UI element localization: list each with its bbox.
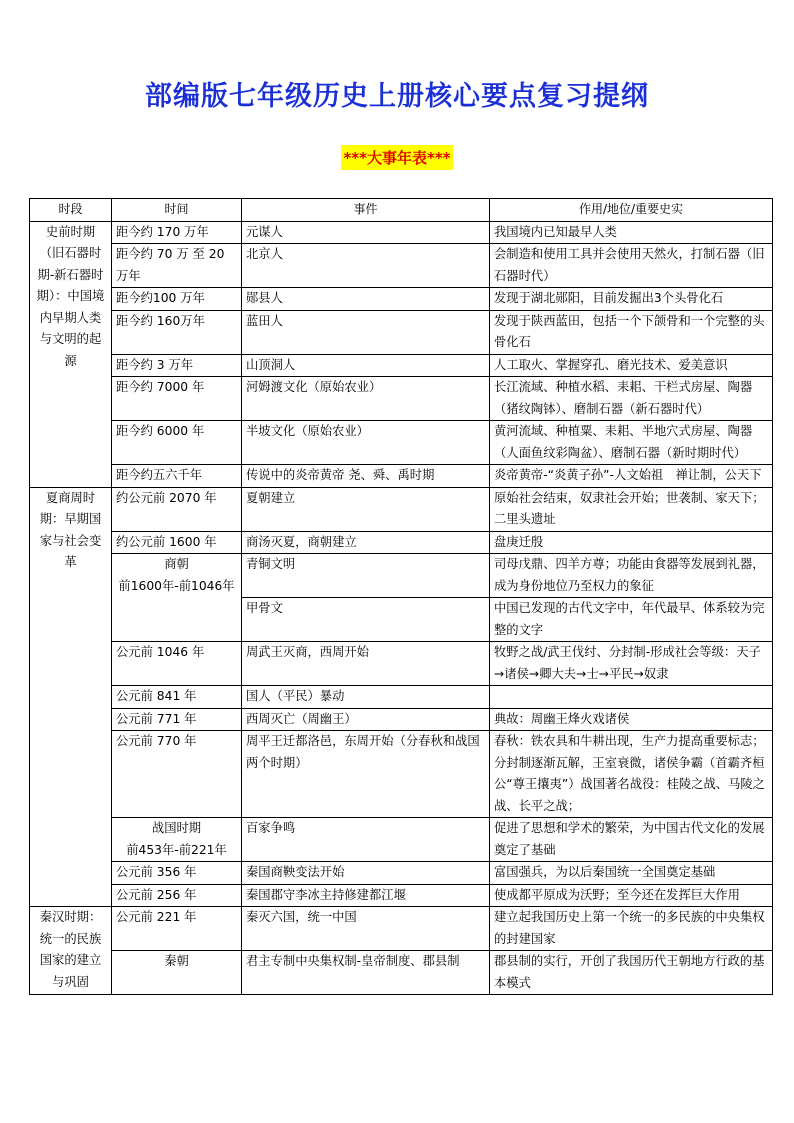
table-row [30, 310, 773, 354]
time-cell: 约公元前 1600 年 [112, 531, 242, 554]
period-cell: 史前时期（旧石器时期-新石器时期）：中国境内早期人类与文明的起源 [30, 221, 112, 487]
table-row [30, 951, 773, 995]
note-cell: 富国强兵，为以后秦国统一全国奠定基础 [490, 862, 773, 885]
time-cell [112, 818, 242, 862]
header-period: 时段 [30, 199, 112, 222]
event-cell: 蓝田人 [242, 310, 490, 354]
event-cell: 山顶洞人 [242, 354, 490, 377]
table-row [30, 487, 773, 531]
note-cell: 盘庚迁殷 [490, 531, 773, 554]
time-cell: 公元前 771 年 [112, 708, 242, 731]
event-cell: 周平王迁都洛邑，东周开始（分春秋和战国两个时期） [242, 731, 490, 818]
table-row [30, 862, 773, 885]
time-cell: 公元前 841 年 [112, 686, 242, 709]
table-row [30, 244, 773, 288]
note-cell: 我国境内已知最早人类 [490, 221, 773, 244]
table-row [30, 642, 773, 686]
time-cell: 距今约 6000 年 [112, 421, 242, 465]
time-cell: 约公元前 2070 年 [112, 487, 242, 531]
table-row [30, 686, 773, 709]
event-cell: 夏朝建立 [242, 487, 490, 531]
note-cell: 司母戊鼎、四羊方尊；功能由食器等发展到礼器，成为身份地位乃至权力的象征 [490, 554, 773, 598]
table-row [30, 708, 773, 731]
time-cell: 距今约 3 万年 [112, 354, 242, 377]
note-cell: 建立起我国历史上第一个统一的多民族的中央集权的封建国家 [490, 907, 773, 951]
table-row [30, 531, 773, 554]
event-cell: 河姆渡文化（原始农业） [242, 377, 490, 421]
time-era: 战国时期 [151, 821, 202, 835]
note-cell: 黄河流域、种植粟、耒耜、半地穴式房屋、陶器（人面鱼纹彩陶盆）、磨制石器（新时期时代） [490, 421, 773, 465]
note-cell: 发现于陕西蓝田，包括一个下颌骨和一个完整的头骨化石 [490, 310, 773, 354]
time-dynasty: 商朝 [164, 557, 189, 571]
note-cell: 人工取火、掌握穿孔、磨光技术、爱美意识 [490, 354, 773, 377]
note-cell: 使成都平原成为沃野；至今还在发挥巨大作用 [490, 884, 773, 907]
note-cell: 牧野之战/武王伐纣、分封制-形成社会等级：天子→诸侯→卿大夫→士→平民→奴隶 [490, 642, 773, 686]
event-cell: 百家争鸣 [242, 818, 490, 862]
header-note: 作用/地位/重要史实 [490, 199, 773, 222]
time-range: 前453年-前221年 [126, 842, 227, 857]
period-cell: 秦汉时期：统一的民族国家的建立与巩固 [30, 907, 112, 995]
table-row [30, 731, 773, 818]
header-event: 事件 [242, 199, 490, 222]
event-cell: 国人（平民）暴动 [242, 686, 490, 709]
event-cell: 秦国郡守李冰主持修建都江堰 [242, 884, 490, 907]
event-cell: 周武王灭商，西周开始 [242, 642, 490, 686]
table-row [30, 818, 773, 862]
table-row [30, 377, 773, 421]
time-cell: 公元前 221 年 [112, 907, 242, 951]
event-cell: 秦国商鞅变法开始 [242, 862, 490, 885]
time-cell: 公元前 770 年 [112, 731, 242, 818]
event-cell: 郧县人 [242, 288, 490, 311]
table-header-row [30, 199, 773, 222]
event-cell: 北京人 [242, 244, 490, 288]
note-cell: 促进了思想和学术的繁荣，为中国古代文化的发展奠定了基础 [490, 818, 773, 862]
table-row [30, 907, 773, 951]
note-cell: 发现于湖北郧阳，目前发掘出3个头骨化石 [490, 288, 773, 311]
note-cell: 会制造和使用工具并会使用天然火，打制石器（旧石器时代） [490, 244, 773, 288]
table-row [30, 288, 773, 311]
table-row [30, 884, 773, 907]
event-cell: 元谋人 [242, 221, 490, 244]
event-cell: 秦灭六国，统一中国 [242, 907, 490, 951]
time-cell: 距今约 7000 年 [112, 377, 242, 421]
time-range: 前1600年-前1046年 [118, 578, 235, 593]
time-cell: 公元前 1046 年 [112, 642, 242, 686]
time-cell: 距今约100 万年 [112, 288, 242, 311]
event-cell: 半坡文化（原始农业） [242, 421, 490, 465]
note-cell: 春秋：铁农具和牛耕出现，生产力提高重要标志；分封制逐渐瓦解，王室衰微，诸侯争霸（首霸齐桓公“尊王攘夷”）战国著名战役：桂陵之战、马陵之战、长平之战； [490, 731, 773, 818]
note-cell: 原始社会结束，奴隶社会开始；世袭制、家天下；二里头遗址 [490, 487, 773, 531]
note-cell: 炎帝黄帝-“炎黄子孙”-人文始祖 禅让制，公天下 [490, 465, 773, 488]
time-cell: 公元前 256 年 [112, 884, 242, 907]
event-cell: 传说中的炎帝黄帝 尧、舜、禹时期 [242, 465, 490, 488]
chronology-table [29, 198, 773, 995]
note-cell: 中国已发现的古代文字中，年代最早、体系较为完整的文字 [490, 598, 773, 642]
event-cell: 君主专制中央集权制-皇帝制度、郡县制 [242, 951, 490, 995]
note-cell: 长江流域、种植水稻、耒耜、干栏式房屋、陶器（猪纹陶钵）、磨制石器（新石器时代） [490, 377, 773, 421]
note-cell: 典故：周幽王烽火戏诸侯 [490, 708, 773, 731]
table-row [30, 465, 773, 488]
time-cell: 秦朝 [112, 951, 242, 995]
note-cell: 郡县制的实行，开创了我国历代王朝地方行政的基本模式 [490, 951, 773, 995]
time-cell [112, 554, 242, 642]
period-cell: 夏商周时期：早期国家与社会变革 [30, 487, 112, 907]
time-cell: 距今约 160万年 [112, 310, 242, 354]
time-cell: 距今约五六千年 [112, 465, 242, 488]
table-row [30, 354, 773, 377]
time-cell: 距今约 70 万 至 20 万年 [112, 244, 242, 288]
event-cell: 商汤灭夏，商朝建立 [242, 531, 490, 554]
note-cell [490, 686, 773, 709]
section-subtitle: ***大事年表*** [341, 145, 452, 170]
table-row [30, 221, 773, 244]
time-cell: 公元前 356 年 [112, 862, 242, 885]
table-row [30, 554, 773, 598]
event-cell: 甲骨文 [242, 598, 490, 642]
event-cell: 青铜文明 [242, 554, 490, 598]
header-time: 时间 [112, 199, 242, 222]
event-cell: 西周灭亡（周幽王） [242, 708, 490, 731]
table-row [30, 421, 773, 465]
document-title: 部编版七年级历史上册核心要点复习提纲 [145, 81, 649, 112]
time-cell: 距今约 170 万年 [112, 221, 242, 244]
